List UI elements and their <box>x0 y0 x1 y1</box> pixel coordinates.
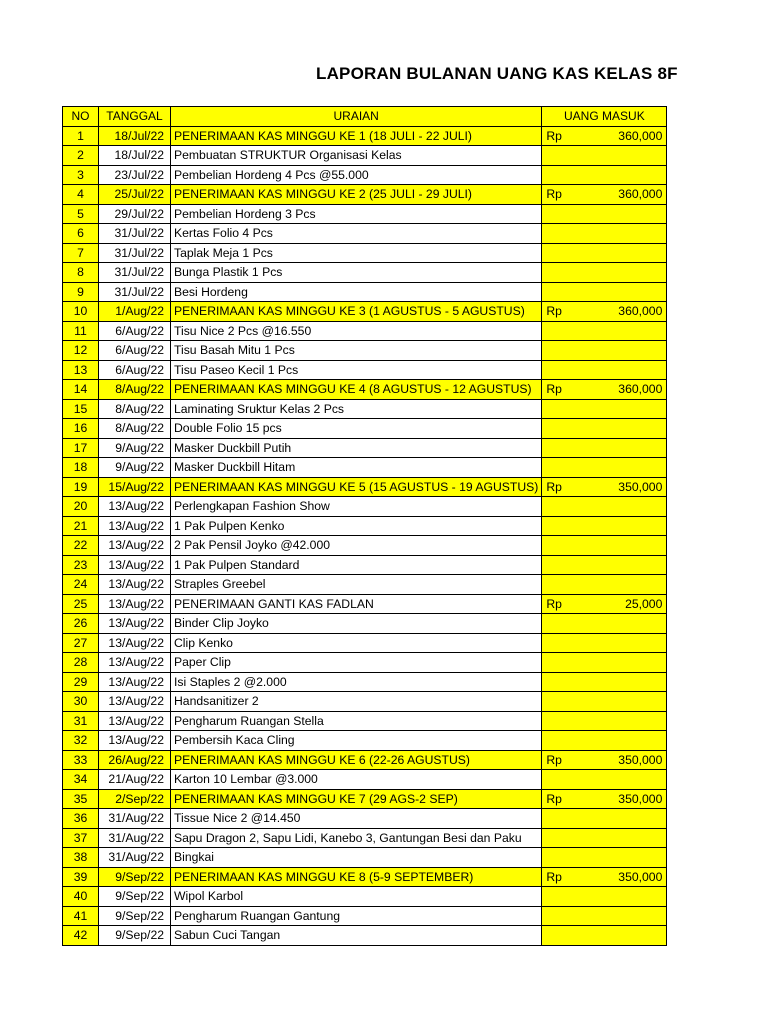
header-description: URAIAN <box>171 107 542 127</box>
row-description: Double Folio 15 pcs <box>171 419 542 439</box>
table-header-row <box>63 107 667 127</box>
row-date: 13/Aug/22 <box>99 653 171 673</box>
row-amount-in <box>542 380 667 400</box>
currency-label: Rp <box>546 128 562 143</box>
row-amount-in <box>542 536 667 556</box>
row-description: Karton 10 Lembar @3.000 <box>171 770 542 790</box>
table-row <box>63 555 667 575</box>
row-description: Binder Clip Joyko <box>171 614 542 634</box>
amount-value: 350,000 <box>618 869 663 884</box>
table-row <box>63 302 667 322</box>
header-no: NO <box>63 107 99 127</box>
row-number: 23 <box>63 555 99 575</box>
table-row <box>63 458 667 478</box>
row-date: 6/Aug/22 <box>99 341 171 361</box>
row-number: 10 <box>63 302 99 322</box>
row-description: PENERIMAAN GANTI KAS FADLAN <box>171 594 542 614</box>
row-date: 23/Jul/22 <box>99 165 171 185</box>
row-number: 27 <box>63 633 99 653</box>
row-number: 12 <box>63 341 99 361</box>
row-date: 13/Aug/22 <box>99 731 171 751</box>
row-number: 21 <box>63 516 99 536</box>
row-number: 3 <box>63 165 99 185</box>
amount-value: 350,000 <box>618 479 663 494</box>
table-row <box>63 633 667 653</box>
table-row <box>63 828 667 848</box>
table-row <box>63 477 667 497</box>
row-date: 13/Aug/22 <box>99 692 171 712</box>
row-date: 18/Jul/22 <box>99 126 171 146</box>
row-description: PENERIMAAN KAS MINGGU KE 8 (5-9 SEPTEMBER) <box>171 867 542 887</box>
row-number: 39 <box>63 867 99 887</box>
row-date: 13/Aug/22 <box>99 497 171 517</box>
row-amount-in <box>542 614 667 634</box>
row-amount-in <box>542 458 667 478</box>
row-number: 36 <box>63 809 99 829</box>
row-description: 1 Pak Pulpen Standard <box>171 555 542 575</box>
amount-cell <box>546 478 662 496</box>
row-date: 13/Aug/22 <box>99 711 171 731</box>
row-amount-in <box>542 750 667 770</box>
row-amount-in <box>542 926 667 946</box>
row-amount-in <box>542 809 667 829</box>
table-row <box>63 594 667 614</box>
row-description: PENERIMAAN KAS MINGGU KE 5 (15 AGUSTUS - 19 AGUSTUS) <box>171 477 542 497</box>
row-number: 42 <box>63 926 99 946</box>
row-description: PENERIMAAN KAS MINGGU KE 2 (25 JULI - 29 JULI) <box>171 185 542 205</box>
row-number: 5 <box>63 204 99 224</box>
row-number: 6 <box>63 224 99 244</box>
amount-value: 350,000 <box>618 791 663 806</box>
row-date: 9/Sep/22 <box>99 867 171 887</box>
currency-label: Rp <box>546 869 562 884</box>
table-row <box>63 750 667 770</box>
row-number: 40 <box>63 887 99 907</box>
row-amount-in <box>542 360 667 380</box>
row-description: Bunga Plastik 1 Pcs <box>171 263 542 283</box>
row-amount-in <box>542 302 667 322</box>
row-amount-in <box>542 477 667 497</box>
currency-label: Rp <box>546 479 562 494</box>
row-description: Sapu Dragon 2, Sapu Lidi, Kanebo 3, Gantungan Besi dan Paku <box>171 828 542 848</box>
row-number: 1 <box>63 126 99 146</box>
row-number: 19 <box>63 477 99 497</box>
amount-cell <box>546 127 662 145</box>
row-amount-in <box>542 731 667 751</box>
row-number: 20 <box>63 497 99 517</box>
row-amount-in <box>542 243 667 263</box>
row-description: PENERIMAAN KAS MINGGU KE 6 (22-26 AGUSTUS) <box>171 750 542 770</box>
row-number: 7 <box>63 243 99 263</box>
amount-value: 25,000 <box>625 596 663 611</box>
row-amount-in <box>542 770 667 790</box>
row-number: 32 <box>63 731 99 751</box>
row-amount-in <box>542 828 667 848</box>
row-number: 37 <box>63 828 99 848</box>
row-number: 18 <box>63 458 99 478</box>
table-row <box>63 653 667 673</box>
table-row <box>63 848 667 868</box>
row-number: 16 <box>63 419 99 439</box>
row-date: 9/Sep/22 <box>99 887 171 907</box>
table-row <box>63 536 667 556</box>
row-description: Tisu Nice 2 Pcs @16.550 <box>171 321 542 341</box>
table-body <box>63 126 667 945</box>
table-row <box>63 516 667 536</box>
table-row <box>63 692 667 712</box>
table-row <box>63 809 667 829</box>
amount-value: 360,000 <box>618 382 663 397</box>
row-amount-in <box>542 575 667 595</box>
row-amount-in <box>542 419 667 439</box>
table-row <box>63 770 667 790</box>
row-number: 4 <box>63 185 99 205</box>
table-row <box>63 380 667 400</box>
row-amount-in <box>542 126 667 146</box>
row-description: Perlengkapan Fashion Show <box>171 497 542 517</box>
row-description: Sabun Cuci Tangan <box>171 926 542 946</box>
table-row <box>63 419 667 439</box>
row-date: 13/Aug/22 <box>99 614 171 634</box>
table-row <box>63 672 667 692</box>
row-amount-in <box>542 263 667 283</box>
row-date: 31/Jul/22 <box>99 243 171 263</box>
table-row <box>63 789 667 809</box>
amount-cell <box>546 595 662 613</box>
row-number: 13 <box>63 360 99 380</box>
row-description: Paper Clip <box>171 653 542 673</box>
row-amount-in <box>542 711 667 731</box>
row-date: 15/Aug/22 <box>99 477 171 497</box>
amount-cell <box>546 302 662 320</box>
table-row <box>63 711 667 731</box>
row-description: PENERIMAAN KAS MINGGU KE 3 (1 AGUSTUS - 5 AGUSTUS) <box>171 302 542 322</box>
row-number: 14 <box>63 380 99 400</box>
row-amount-in <box>542 399 667 419</box>
table-row <box>63 341 667 361</box>
row-description: PENERIMAAN KAS MINGGU KE 7 (29 AGS-2 SEP) <box>171 789 542 809</box>
row-date: 9/Aug/22 <box>99 458 171 478</box>
row-description: Kertas Folio 4 Pcs <box>171 224 542 244</box>
row-description: Tisu Paseo Kecil 1 Pcs <box>171 360 542 380</box>
table-row <box>63 224 667 244</box>
amount-cell <box>546 380 662 398</box>
row-number: 26 <box>63 614 99 634</box>
table-row <box>63 282 667 302</box>
row-amount-in <box>542 282 667 302</box>
row-number: 38 <box>63 848 99 868</box>
row-number: 29 <box>63 672 99 692</box>
amount-cell <box>546 790 662 808</box>
table-row <box>63 887 667 907</box>
currency-label: Rp <box>546 187 562 202</box>
row-number: 15 <box>63 399 99 419</box>
row-description: Handsanitizer 2 <box>171 692 542 712</box>
table-row <box>63 146 667 166</box>
row-description: Masker Duckbill Hitam <box>171 458 542 478</box>
row-date: 8/Aug/22 <box>99 419 171 439</box>
row-amount-in <box>542 224 667 244</box>
table-row <box>63 926 667 946</box>
row-date: 31/Jul/22 <box>99 282 171 302</box>
row-description: 2 Pak Pensil Joyko @42.000 <box>171 536 542 556</box>
row-description: Wipol Karbol <box>171 887 542 907</box>
row-description: Pembelian Hordeng 3 Pcs <box>171 204 542 224</box>
row-amount-in <box>542 887 667 907</box>
table-row <box>63 614 667 634</box>
row-date: 13/Aug/22 <box>99 633 171 653</box>
row-amount-in <box>542 185 667 205</box>
row-number: 30 <box>63 692 99 712</box>
header-date: TANGGAL <box>99 107 171 127</box>
table-row <box>63 575 667 595</box>
row-number: 24 <box>63 575 99 595</box>
currency-label: Rp <box>546 752 562 767</box>
row-description: Isi Staples 2 @2.000 <box>171 672 542 692</box>
currency-label: Rp <box>546 791 562 806</box>
table-row <box>63 867 667 887</box>
row-amount-in <box>542 848 667 868</box>
table-row <box>63 906 667 926</box>
row-description: Bingkai <box>171 848 542 868</box>
row-date: 6/Aug/22 <box>99 321 171 341</box>
currency-label: Rp <box>546 304 562 319</box>
row-amount-in <box>542 906 667 926</box>
row-date: 13/Aug/22 <box>99 536 171 556</box>
row-amount-in <box>542 867 667 887</box>
row-description: PENERIMAAN KAS MINGGU KE 1 (18 JULI - 22 JULI) <box>171 126 542 146</box>
cash-report-table <box>62 106 667 946</box>
amount-value: 350,000 <box>618 752 663 767</box>
row-description: Taplak Meja 1 Pcs <box>171 243 542 263</box>
row-date: 13/Aug/22 <box>99 672 171 692</box>
currency-label: Rp <box>546 382 562 397</box>
row-number: 2 <box>63 146 99 166</box>
row-description: 1 Pak Pulpen Kenko <box>171 516 542 536</box>
table-row <box>63 438 667 458</box>
row-description: Straples Greebel <box>171 575 542 595</box>
header-amount-in: UANG MASUK <box>542 107 667 127</box>
row-date: 13/Aug/22 <box>99 575 171 595</box>
row-description: Clip Kenko <box>171 633 542 653</box>
row-amount-in <box>542 633 667 653</box>
row-date: 9/Sep/22 <box>99 926 171 946</box>
amount-cell <box>546 751 662 769</box>
row-description: Pengharum Ruangan Gantung <box>171 906 542 926</box>
row-date: 13/Aug/22 <box>99 516 171 536</box>
row-date: 25/Jul/22 <box>99 185 171 205</box>
row-date: 21/Aug/22 <box>99 770 171 790</box>
row-date: 29/Jul/22 <box>99 204 171 224</box>
row-number: 35 <box>63 789 99 809</box>
row-date: 2/Sep/22 <box>99 789 171 809</box>
amount-value: 360,000 <box>618 128 663 143</box>
row-description: Tissue Nice 2 @14.450 <box>171 809 542 829</box>
row-number: 28 <box>63 653 99 673</box>
row-date: 26/Aug/22 <box>99 750 171 770</box>
row-description: Pembuatan STRUKTUR Organisasi Kelas <box>171 146 542 166</box>
row-number: 25 <box>63 594 99 614</box>
row-amount-in <box>542 146 667 166</box>
table-row <box>63 497 667 517</box>
row-date: 13/Aug/22 <box>99 555 171 575</box>
table-row <box>63 263 667 283</box>
row-date: 31/Aug/22 <box>99 828 171 848</box>
row-number: 8 <box>63 263 99 283</box>
row-number: 9 <box>63 282 99 302</box>
row-description: Besi Hordeng <box>171 282 542 302</box>
row-date: 31/Jul/22 <box>99 263 171 283</box>
report-title: LAPORAN BULANAN UANG KAS KELAS 8F <box>316 64 678 83</box>
row-description: Pembelian Hordeng 4 Pcs @55.000 <box>171 165 542 185</box>
row-date: 13/Aug/22 <box>99 594 171 614</box>
row-amount-in <box>542 692 667 712</box>
table-row <box>63 126 667 146</box>
row-description: Pengharum Ruangan Stella <box>171 711 542 731</box>
table-row <box>63 399 667 419</box>
row-date: 1/Aug/22 <box>99 302 171 322</box>
row-date: 9/Aug/22 <box>99 438 171 458</box>
row-date: 31/Aug/22 <box>99 809 171 829</box>
row-date: 8/Aug/22 <box>99 380 171 400</box>
row-description: Pembersih Kaca Cling <box>171 731 542 751</box>
row-amount-in <box>542 204 667 224</box>
amount-cell <box>546 868 662 886</box>
table-row <box>63 731 667 751</box>
row-amount-in <box>542 438 667 458</box>
row-amount-in <box>542 497 667 517</box>
row-date: 18/Jul/22 <box>99 146 171 166</box>
row-amount-in <box>542 516 667 536</box>
row-amount-in <box>542 672 667 692</box>
row-date: 9/Sep/22 <box>99 906 171 926</box>
row-description: Masker Duckbill Putih <box>171 438 542 458</box>
amount-value: 360,000 <box>618 187 663 202</box>
row-number: 41 <box>63 906 99 926</box>
row-amount-in <box>542 653 667 673</box>
table-row <box>63 243 667 263</box>
table-row <box>63 360 667 380</box>
amount-value: 360,000 <box>618 304 663 319</box>
row-number: 22 <box>63 536 99 556</box>
row-description: Tisu Basah Mitu 1 Pcs <box>171 341 542 361</box>
row-date: 31/Jul/22 <box>99 224 171 244</box>
row-amount-in <box>542 341 667 361</box>
row-amount-in <box>542 321 667 341</box>
row-date: 8/Aug/22 <box>99 399 171 419</box>
row-number: 33 <box>63 750 99 770</box>
row-date: 6/Aug/22 <box>99 360 171 380</box>
table-row <box>63 165 667 185</box>
row-number: 31 <box>63 711 99 731</box>
row-description: PENERIMAAN KAS MINGGU KE 4 (8 AGUSTUS - 12 AGUSTUS) <box>171 380 542 400</box>
row-amount-in <box>542 594 667 614</box>
currency-label: Rp <box>546 596 562 611</box>
table-row <box>63 204 667 224</box>
row-amount-in <box>542 789 667 809</box>
row-amount-in <box>542 555 667 575</box>
row-number: 17 <box>63 438 99 458</box>
table-row <box>63 321 667 341</box>
row-amount-in <box>542 165 667 185</box>
table-row <box>63 185 667 205</box>
row-description: Laminating Sruktur Kelas 2 Pcs <box>171 399 542 419</box>
amount-cell <box>546 185 662 203</box>
row-number: 11 <box>63 321 99 341</box>
row-number: 34 <box>63 770 99 790</box>
row-date: 31/Aug/22 <box>99 848 171 868</box>
